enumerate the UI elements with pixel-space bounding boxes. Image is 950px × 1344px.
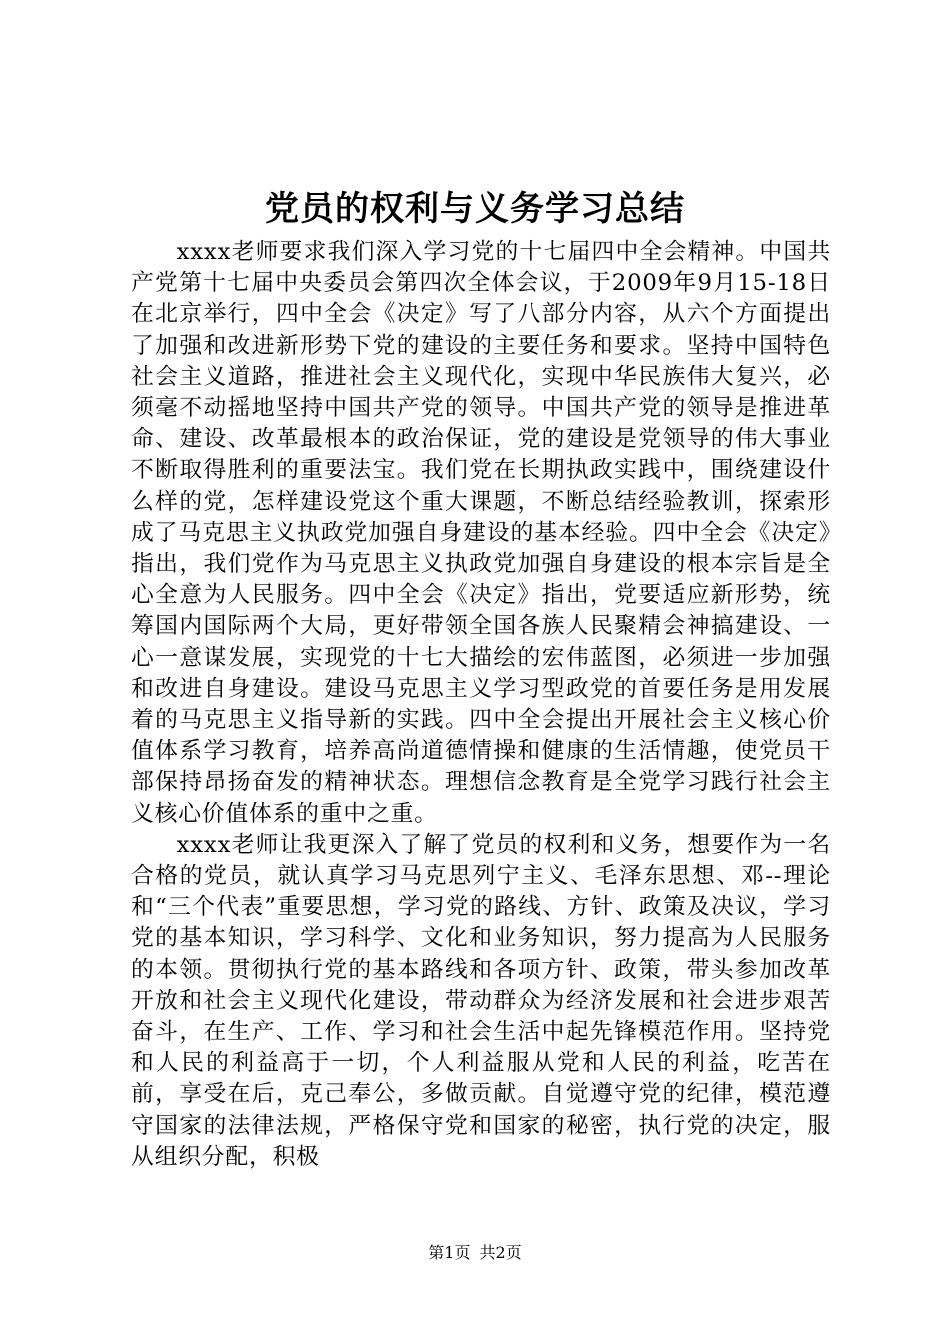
page-footer: [0, 1242, 950, 1264]
document-title: 党员的权利与义务学习总结: [265, 189, 685, 229]
paragraph-1: xxxx老师要求我们深入学习党的十七届四中全会精神。中国共产党第十七届中央委员会第四次全体会议，于2009年9月15-18日在北京举行，四中全会《决定》写了八部分内容，从六个方面提出了加强和改进新形势下党的建设的主要任务和要求。坚持中国特色社会主义道路，推进社会主义现代化，实现中华民族伟大复兴，必须毫不动摇地坚持中国共产党的领导。中国共产党的领导是推进革命、建设、改革最根本的政治保证，党的建设是党领导的伟大事业不断取得胜利的重要法宝。我们党在长期执政实践中，围绕建设什么样的党，怎样建设党这个重大课题，不断总结经验教训，探索形成了马克思主义执政党加强自身建设的基本经验。四中全会《决定》指出，我们党作为马克思主义执政党加强自身建设的根本宗旨是全心全意为人民服务。四中全会《决定》指出，党要适应新形势，统筹国内国际两个大局，更好带领全国各族人民聚精会神搞建设、一心一意谋发展，实现党的十七大描绘的宏伟蓝图，必须进一步加强和改进自身建设。建设马克思主义学习型政党的首要任务是用发展着的马克思主义指导新的实践。四中全会提出开展社会主义核心价值体系学习教育，培养高尚道德情操和健康的生活情趣，使党员干部保持昂扬奋发的精神状态。理想信念教育是全党学习践行社会主义核心价值体系的重中之重。: [131, 239, 831, 827]
page-number-current: 第1页: [428, 1243, 471, 1262]
document-body: [131, 237, 831, 1173]
page-number-total: 共2页: [479, 1243, 522, 1262]
paragraph-2: xxxx老师让我更深入了解了党员的权利和义务，想要作为一名合格的党员，就认真学习马克思列宁主义、毛泽东思想、邓--理论和“三个代表”重要思想，学习党的路线、方针、政策及决议，学习党的基本知识，学习科学、文化和业务知识，努力提高为人民服务的本领。贯彻执行党的基本路线和各项方针、政策，带头参加改革开放和社会主义现代化建设，带动群众为经济发展和社会进步艰苦奋斗，在生产、工作、学习和社会生活中起先锋模范作用。坚持党和人民的利益高于一切，个人利益服从党和人民的利益，吃苦在前，享受在后，克己奉公，多做贡献。自觉遵守党的纪律，模范遵守国家的法律法规，严格保守党和国家的秘密，执行党的决定，服从组织分配，积极: [131, 831, 831, 1170]
